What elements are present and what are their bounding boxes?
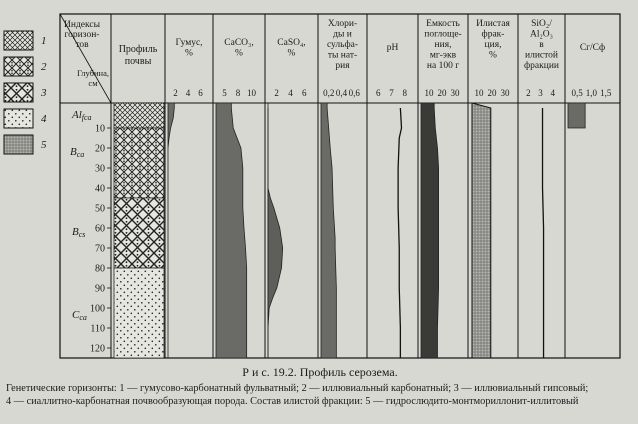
series-area [568,103,585,128]
column-title: фракции [524,61,559,71]
horizon-label: Bca [70,146,85,159]
legend-swatch [4,57,33,76]
depth-tick-label: 100 [90,303,105,315]
column-tick: 2 [173,88,178,98]
series-area [168,103,174,358]
series-line [543,108,544,358]
series-line [398,108,401,358]
depth-label: Глубина, [77,68,109,78]
index-label: Индексы [64,20,100,30]
column-title: Хлори- [327,19,358,29]
column-title: CaCO₃, [224,38,254,48]
column-title: SiO₂/ [531,19,552,29]
column-tick: 1,0 [585,88,598,98]
column-title: илистой [525,50,558,61]
column-title: рия [335,61,350,71]
column-tick: 20 [437,88,447,98]
legend-number: 2 [41,61,47,73]
depth-tick-label: 120 [90,343,105,355]
series-area [421,103,439,358]
column-tick: 10 [424,88,434,98]
column-title: мг-экв [429,50,457,61]
caption-line-2: 4 — сиаллитно-карбонатная почвообразующая порода. Состав илистой фракции: 5 — гидрослюдито-монтмориллонит-иллитовый [6,396,579,407]
svg-text:почвы: почвы [124,56,152,67]
depth-tick-label: 30 [95,163,105,175]
depth-tick-label: 50 [95,203,105,215]
horizon-label: Bcs [72,226,86,239]
column-tick: 10 [474,88,484,98]
profile-layer [114,103,164,128]
column-title: Илистая [476,19,510,29]
column-tick: 4 [185,88,191,98]
column-title: ты нат- [327,50,358,61]
depth-tick-label: 60 [95,223,105,235]
legend-number: 1 [41,35,47,47]
depth-tick-label: 20 [95,143,105,155]
column-tick: 5 [222,88,227,98]
column-tick: 6 [301,88,307,98]
legend-swatch [4,31,33,50]
column-tick: 6 [375,88,381,98]
depth-tick-label: 110 [90,323,105,335]
legend-number: 5 [41,139,47,151]
legend-swatch [4,83,33,102]
depth-tick-label: 90 [95,283,105,295]
column-title: Гумус, [175,38,203,48]
profile-layer [114,198,164,268]
column-tick: 30 [500,88,510,98]
column-title: Al₂O₃ [530,29,553,40]
column-tick: 2 [274,88,279,98]
horizon-labels [70,109,92,322]
column-title: в [539,40,544,50]
series-area [321,103,336,358]
legend-swatch [4,135,33,154]
column-tick: 10 [246,88,256,98]
column-title: Емкость [426,19,460,29]
profile-label: Профиль [118,44,158,55]
soil-profile-column [114,103,164,358]
column-title: фрак- [481,29,505,40]
column-tick: 0,6 [348,88,360,98]
depth-axis [90,124,111,355]
column-tick: 30 [450,88,460,98]
legend-number: 3 [41,87,47,99]
caption-line-1: Генетические горизонты: 1 — гумусово-карбонатный фульватный; 2 — иллювиальный карбонатный; 3 — иллювиальный гипсовый; [6,383,589,394]
column-title: % [235,48,243,59]
column-title: на 100 г [426,61,460,71]
depth-tick-label: 40 [95,183,105,195]
column-tick: 0,4 [335,88,348,98]
series-area [268,108,283,358]
horizon-label: Cca [72,309,87,322]
column-tick: 20 [487,88,497,98]
series-area [472,103,491,358]
column-tick: 4 [550,88,556,98]
column-tick: 2 [526,88,531,98]
column-title: Cг/Cф [579,43,606,53]
column-tick: 8 [235,88,241,98]
column-tick: 0,5 [571,88,583,98]
series-area [216,103,247,358]
column-tick: 6 [198,88,203,98]
svg-text:тов: тов [75,40,89,50]
legend [4,31,47,154]
column-title: ния, [434,40,452,50]
column-title: сульфа- [326,40,359,50]
svg-text:см: см [88,78,98,88]
horizon-label: Alfca [72,109,92,122]
profile-layer [114,128,164,198]
legend-swatch [4,109,33,128]
column-title: ция, [484,40,502,50]
column-title: % [287,48,296,59]
column-title: поглоще- [424,29,462,40]
column-tick: 7 [389,88,394,98]
column-title: % [185,48,193,59]
figure-title: Р и с. 19.2. Профиль серозема. [242,365,398,379]
depth-tick-label: 70 [95,243,105,255]
column-tick: 3 [538,88,543,98]
legend-number: 4 [41,113,47,125]
column-tick: 1,5 [600,88,612,98]
svg-text:горизон-: горизон- [64,30,100,40]
column-tick: 4 [288,88,293,98]
column-tick: 0,2 [323,88,335,98]
depth-tick-label: 80 [95,263,105,275]
depth-tick-label: 10 [95,123,105,135]
property-columns [165,14,612,358]
column-title: pH [386,43,399,53]
column-tick: 8 [402,88,407,98]
column-title: ды и [333,29,352,40]
profile-layer [114,268,164,358]
column-title: CaSO₄, [277,38,306,48]
column-title: % [489,50,497,61]
